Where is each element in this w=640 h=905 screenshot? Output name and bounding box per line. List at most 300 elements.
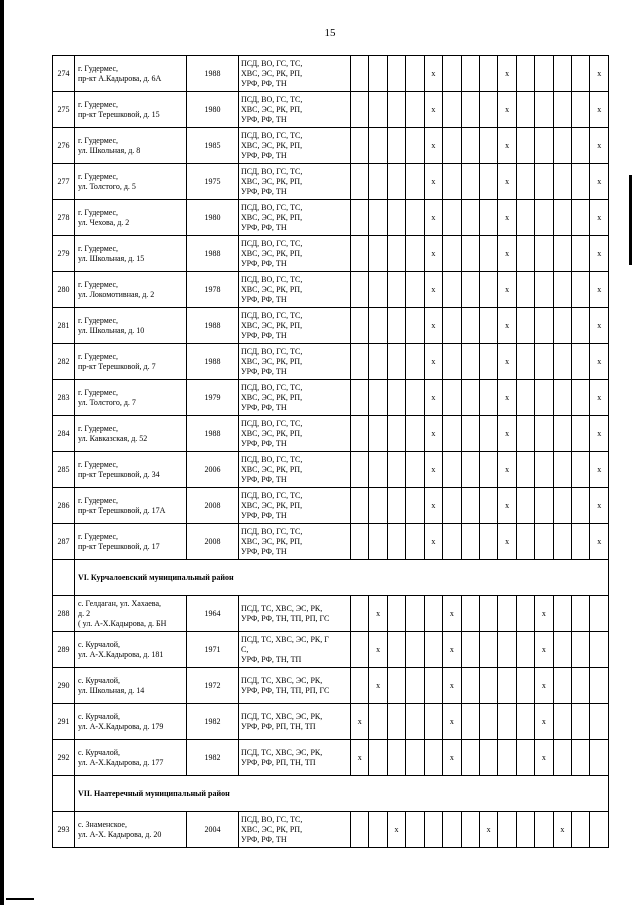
section-header-title: VI. Курчалоевский муниципальный район <box>75 560 609 596</box>
mark-cell-checked: x <box>590 236 608 272</box>
mark-cell-empty <box>406 272 424 308</box>
address-line: г. Гудермес, <box>78 171 119 181</box>
mark-cell-checked: x <box>590 452 608 488</box>
systems-line: ПСД, ВО, ГС, ТС, <box>241 238 303 248</box>
address-cell <box>75 272 187 308</box>
mark-cell-empty <box>461 236 479 272</box>
mark-cell-empty <box>351 452 369 488</box>
systems-cell <box>239 668 351 704</box>
mark-cell-empty <box>553 488 571 524</box>
mark-cell-checked: x <box>498 200 516 236</box>
mark-cell-empty <box>461 812 479 848</box>
systems-line: ПСД, ВО, ГС, ТС, <box>241 166 303 176</box>
mark-cell-checked: x <box>479 812 497 848</box>
address-cell <box>75 380 187 416</box>
table-row <box>53 236 609 272</box>
mark-cell-empty <box>479 632 497 668</box>
year-cell: 2008 <box>187 488 239 524</box>
mark-cell-empty <box>479 200 497 236</box>
address-cell <box>75 632 187 668</box>
address-line: с. Гелдаган, ул. Хахаева, <box>78 598 162 608</box>
address-line: ул. А-Х.Кадырова, д. 179 <box>78 721 164 731</box>
systems-line: ПСД, ВО, ГС, ТС, <box>241 490 303 500</box>
mark-cell-empty <box>351 344 369 380</box>
mark-cell-empty <box>351 632 369 668</box>
table-row <box>53 272 609 308</box>
mark-cell-empty <box>406 632 424 668</box>
row-number: 293 <box>53 812 75 848</box>
year-cell: 1978 <box>187 272 239 308</box>
address-line: ул. Локомотивная, д. 2 <box>78 289 155 299</box>
row-number: 290 <box>53 668 75 704</box>
mark-cell-empty <box>443 380 461 416</box>
mark-cell-checked: x <box>387 812 405 848</box>
table-row <box>53 488 609 524</box>
mark-cell-empty <box>479 488 497 524</box>
mark-cell-checked: x <box>498 452 516 488</box>
mark-cell-empty <box>443 452 461 488</box>
mark-cell-checked: x <box>553 812 571 848</box>
mark-cell-empty <box>387 272 405 308</box>
mark-cell-empty <box>461 488 479 524</box>
mark-cell-checked: x <box>590 56 608 92</box>
mark-cell-empty <box>516 740 534 776</box>
systems-line: УРФ, РФ, ТН <box>241 834 287 844</box>
mark-cell-empty <box>498 668 516 704</box>
mark-cell-empty <box>369 344 387 380</box>
section-header-title: VII. Наатеречный муниципальный район <box>75 776 609 812</box>
systems-line: С, <box>241 644 249 654</box>
address-line: пр-кт Терешковой, д. 17 <box>78 541 160 551</box>
table-row <box>53 128 609 164</box>
row-number: 279 <box>53 236 75 272</box>
mark-cell-empty <box>553 128 571 164</box>
row-number: 292 <box>53 740 75 776</box>
mark-cell-empty <box>461 524 479 560</box>
mark-cell-empty <box>479 596 497 632</box>
mark-cell-empty <box>406 704 424 740</box>
table-row <box>53 380 609 416</box>
mark-cell-checked: x <box>535 668 553 704</box>
mark-cell-empty <box>351 812 369 848</box>
systems-line: ПСД, ВО, ГС, ТС, <box>241 94 303 104</box>
mark-cell-checked: x <box>424 452 442 488</box>
mark-cell-empty <box>535 236 553 272</box>
mark-cell-empty <box>535 164 553 200</box>
mark-cell-empty <box>498 704 516 740</box>
scan-edge-right <box>629 175 632 265</box>
mark-cell-empty <box>387 488 405 524</box>
mark-cell-empty <box>351 380 369 416</box>
mark-cell-empty <box>535 272 553 308</box>
mark-cell-empty <box>498 740 516 776</box>
mark-cell-empty <box>572 632 590 668</box>
systems-cell <box>239 236 351 272</box>
mark-cell-empty <box>369 92 387 128</box>
mark-cell-checked: x <box>498 416 516 452</box>
systems-line: ХВС, ЭС, РК, РП, <box>241 428 303 438</box>
mark-cell-checked: x <box>424 488 442 524</box>
mark-cell-empty <box>387 164 405 200</box>
mark-cell-empty <box>406 524 424 560</box>
address-line: ул. Школьная, д. 14 <box>78 685 145 695</box>
systems-cell <box>239 200 351 236</box>
systems-line: ХВС, ЭС, РК, РП, <box>241 392 303 402</box>
systems-cell <box>239 416 351 452</box>
address-line: г. Гудермес, <box>78 135 119 145</box>
mark-cell-empty <box>553 308 571 344</box>
address-line: г. Гудермес, <box>78 351 119 361</box>
address-cell <box>75 668 187 704</box>
mark-cell-checked: x <box>590 524 608 560</box>
mark-cell-checked: x <box>498 236 516 272</box>
mark-cell-checked: x <box>590 416 608 452</box>
mark-cell-empty <box>479 740 497 776</box>
mark-cell-empty <box>572 56 590 92</box>
mark-cell-checked: x <box>351 704 369 740</box>
systems-line: ПСД, ВО, ГС, ТС, <box>241 454 303 464</box>
systems-line: ХВС, ЭС, РК, РП, <box>241 212 303 222</box>
systems-line: ХВС, ЭС, РК, РП, <box>241 140 303 150</box>
table-row <box>53 704 609 740</box>
mark-cell-checked: x <box>369 596 387 632</box>
systems-line: УРФ, РФ, ТН <box>241 474 287 484</box>
mark-cell-checked: x <box>424 236 442 272</box>
systems-line: ПСД, ВО, ГС, ТС, <box>241 346 303 356</box>
systems-line: ХВС, ЭС, РК, РП, <box>241 320 303 330</box>
mark-cell-checked: x <box>424 380 442 416</box>
mark-cell-empty <box>369 272 387 308</box>
mark-cell-empty <box>516 488 534 524</box>
mark-cell-empty <box>406 452 424 488</box>
address-cell <box>75 128 187 164</box>
year-cell: 2006 <box>187 452 239 488</box>
systems-line: УРФ, РФ, РП, ТН, ТП <box>241 757 316 767</box>
mark-cell-empty <box>387 596 405 632</box>
address-line: г. Гудермес, <box>78 315 119 325</box>
address-line: ул. Толстого, д. 5 <box>78 181 136 191</box>
address-line: г. Гудермес, <box>78 207 119 217</box>
row-number: 278 <box>53 200 75 236</box>
year-cell: 1971 <box>187 632 239 668</box>
mark-cell-empty <box>479 704 497 740</box>
mark-cell-empty <box>461 272 479 308</box>
table-row <box>53 668 609 704</box>
mark-cell-empty <box>553 380 571 416</box>
mark-cell-empty <box>553 200 571 236</box>
address-cell <box>75 344 187 380</box>
systems-line: УРФ, РФ, ТН <box>241 510 287 520</box>
mark-cell-empty <box>351 200 369 236</box>
address-line: с. Знаменское, <box>78 819 127 829</box>
mark-cell-empty <box>424 740 442 776</box>
mark-cell-empty <box>553 344 571 380</box>
systems-line: ХВС, ЭС, РК, РП, <box>241 356 303 366</box>
address-line: г. Гудермес, <box>78 459 119 469</box>
mark-cell-empty <box>406 128 424 164</box>
mark-cell-empty <box>387 740 405 776</box>
mark-cell-empty <box>461 308 479 344</box>
mark-cell-empty <box>479 164 497 200</box>
mark-cell-empty <box>443 164 461 200</box>
mark-cell-checked: x <box>590 164 608 200</box>
mark-cell-empty <box>387 92 405 128</box>
section-header-row <box>53 776 609 812</box>
mark-cell-empty <box>516 200 534 236</box>
mark-cell-empty <box>406 92 424 128</box>
mark-cell-empty <box>387 236 405 272</box>
year-cell: 1980 <box>187 92 239 128</box>
systems-line: ПСД, ТС, ХВС, ЭС, РК, <box>241 747 323 757</box>
address-line: пр-кт Терешковой, д. 7 <box>78 361 156 371</box>
mark-cell-empty <box>479 128 497 164</box>
address-cell <box>75 812 187 848</box>
mark-cell-empty <box>553 632 571 668</box>
mark-cell-empty <box>443 272 461 308</box>
systems-line: УРФ, РФ, ТН <box>241 258 287 268</box>
systems-line: ПСД, ВО, ГС, ТС, <box>241 526 303 536</box>
mark-cell-empty <box>406 308 424 344</box>
systems-line: УРФ, РФ, ТН <box>241 78 287 88</box>
year-cell: 1988 <box>187 236 239 272</box>
mark-cell-empty <box>406 380 424 416</box>
address-cell <box>75 56 187 92</box>
mark-cell-empty <box>535 452 553 488</box>
mark-cell-empty <box>443 524 461 560</box>
mark-cell-checked: x <box>369 632 387 668</box>
registry-table <box>52 55 609 848</box>
mark-cell-empty <box>461 668 479 704</box>
mark-cell-empty <box>572 524 590 560</box>
mark-cell-empty <box>516 704 534 740</box>
systems-cell <box>239 812 351 848</box>
mark-cell-empty <box>387 308 405 344</box>
mark-cell-empty <box>535 344 553 380</box>
row-number: 288 <box>53 596 75 632</box>
address-line: ул. Чехова, д. 2 <box>78 217 130 227</box>
mark-cell-checked: x <box>498 128 516 164</box>
address-line: ( ул. А-Х.Кадырова, д. БН <box>78 618 167 628</box>
mark-cell-checked: x <box>424 308 442 344</box>
systems-line: ПСД, ТС, ХВС, ЭС, РК, Г <box>241 634 329 644</box>
mark-cell-empty <box>479 380 497 416</box>
mark-cell-empty <box>387 632 405 668</box>
systems-line: УРФ, РФ, ТН, ТП <box>241 654 302 664</box>
row-number: 280 <box>53 272 75 308</box>
mark-cell-empty <box>461 452 479 488</box>
mark-cell-empty <box>553 740 571 776</box>
mark-cell-empty <box>369 452 387 488</box>
address-line: д. 2 <box>78 608 91 618</box>
mark-cell-empty <box>351 164 369 200</box>
systems-line: ХВС, ЭС, РК, РП, <box>241 464 303 474</box>
mark-cell-empty <box>572 416 590 452</box>
mark-cell-empty <box>572 92 590 128</box>
mark-cell-empty <box>443 812 461 848</box>
systems-cell <box>239 596 351 632</box>
mark-cell-empty <box>590 596 608 632</box>
mark-cell-empty <box>590 668 608 704</box>
mark-cell-checked: x <box>498 92 516 128</box>
address-line: с. Курчалой, <box>78 747 121 757</box>
mark-cell-empty <box>461 200 479 236</box>
mark-cell-empty <box>351 92 369 128</box>
mark-cell-empty <box>369 704 387 740</box>
address-line: с. Курчалой, <box>78 711 121 721</box>
systems-cell <box>239 380 351 416</box>
table-row <box>53 200 609 236</box>
table-row <box>53 416 609 452</box>
mark-cell-empty <box>387 56 405 92</box>
address-line: г. Гудермес, <box>78 423 119 433</box>
mark-cell-empty <box>406 596 424 632</box>
table-row <box>53 92 609 128</box>
mark-cell-empty <box>424 596 442 632</box>
mark-cell-empty <box>553 56 571 92</box>
mark-cell-empty <box>406 200 424 236</box>
mark-cell-empty <box>590 704 608 740</box>
mark-cell-checked: x <box>535 596 553 632</box>
mark-cell-empty <box>535 416 553 452</box>
address-cell <box>75 524 187 560</box>
mark-cell-checked: x <box>498 272 516 308</box>
mark-cell-empty <box>516 128 534 164</box>
mark-cell-empty <box>443 236 461 272</box>
mark-cell-empty <box>351 128 369 164</box>
systems-cell <box>239 344 351 380</box>
systems-line: ПСД, ТС, ХВС, ЭС, РК, <box>241 711 323 721</box>
address-line: г. Гудермес, <box>78 63 119 73</box>
mark-cell-empty <box>590 632 608 668</box>
row-number: 274 <box>53 56 75 92</box>
table-row <box>53 344 609 380</box>
address-line: г. Гудермес, <box>78 531 119 541</box>
mark-cell-empty <box>369 740 387 776</box>
scan-mark-bottom <box>6 898 34 900</box>
address-line: ул. Школьная, д. 15 <box>78 253 145 263</box>
mark-cell-empty <box>572 740 590 776</box>
mark-cell-checked: x <box>424 272 442 308</box>
row-number: 289 <box>53 632 75 668</box>
systems-line: ПСД, ВО, ГС, ТС, <box>241 418 303 428</box>
mark-cell-empty <box>553 416 571 452</box>
mark-cell-empty <box>572 128 590 164</box>
systems-cell <box>239 92 351 128</box>
table-row <box>53 632 609 668</box>
year-cell: 1988 <box>187 56 239 92</box>
table-row <box>53 308 609 344</box>
mark-cell-empty <box>387 344 405 380</box>
row-number: 284 <box>53 416 75 452</box>
section-header-num-cell <box>53 560 75 596</box>
mark-cell-empty <box>553 236 571 272</box>
mark-cell-empty <box>369 812 387 848</box>
mark-cell-empty <box>443 488 461 524</box>
mark-cell-empty <box>424 632 442 668</box>
mark-cell-empty <box>516 416 534 452</box>
mark-cell-empty <box>535 308 553 344</box>
mark-cell-empty <box>498 632 516 668</box>
mark-cell-empty <box>479 272 497 308</box>
mark-cell-empty <box>553 164 571 200</box>
year-cell: 1988 <box>187 416 239 452</box>
address-line: г. Гудермес, <box>78 243 119 253</box>
address-line: г. Гудермес, <box>78 387 119 397</box>
mark-cell-empty <box>461 596 479 632</box>
mark-cell-empty <box>479 416 497 452</box>
year-cell: 1980 <box>187 200 239 236</box>
mark-cell-empty <box>406 236 424 272</box>
mark-cell-empty <box>516 524 534 560</box>
mark-cell-empty <box>387 524 405 560</box>
systems-cell <box>239 704 351 740</box>
mark-cell-empty <box>351 668 369 704</box>
mark-cell-empty <box>516 272 534 308</box>
mark-cell-empty <box>387 704 405 740</box>
mark-cell-checked: x <box>443 668 461 704</box>
mark-cell-empty <box>387 416 405 452</box>
row-number: 287 <box>53 524 75 560</box>
year-cell: 1988 <box>187 308 239 344</box>
mark-cell-empty <box>572 380 590 416</box>
mark-cell-empty <box>406 668 424 704</box>
year-cell: 1964 <box>187 596 239 632</box>
year-cell: 1988 <box>187 344 239 380</box>
mark-cell-empty <box>351 488 369 524</box>
mark-cell-empty <box>553 596 571 632</box>
mark-cell-checked: x <box>590 344 608 380</box>
mark-cell-empty <box>516 596 534 632</box>
mark-cell-empty <box>406 344 424 380</box>
mark-cell-empty <box>516 164 534 200</box>
mark-cell-empty <box>572 344 590 380</box>
mark-cell-empty <box>461 92 479 128</box>
systems-cell <box>239 524 351 560</box>
mark-cell-empty <box>498 812 516 848</box>
systems-cell <box>239 488 351 524</box>
mark-cell-empty <box>572 236 590 272</box>
mark-cell-empty <box>479 668 497 704</box>
address-line: г. Гудермес, <box>78 99 119 109</box>
systems-line: УРФ, РФ, ТН <box>241 438 287 448</box>
systems-line: УРФ, РФ, РП, ТН, ТП <box>241 721 316 731</box>
systems-line: ХВС, ЭС, РК, РП, <box>241 500 303 510</box>
systems-line: УРФ, РФ, ТН <box>241 546 287 556</box>
mark-cell-empty <box>443 92 461 128</box>
address-line: г. Гудермес, <box>78 495 119 505</box>
mark-cell-empty <box>406 812 424 848</box>
mark-cell-empty <box>387 380 405 416</box>
mark-cell-empty <box>572 452 590 488</box>
systems-line: ХВС, ЭС, РК, РП, <box>241 104 303 114</box>
mark-cell-empty <box>572 272 590 308</box>
systems-cell <box>239 632 351 668</box>
section-header-row <box>53 560 609 596</box>
systems-cell <box>239 740 351 776</box>
page-number: 15 <box>324 27 336 39</box>
mark-cell-empty <box>516 632 534 668</box>
systems-line: УРФ, РФ, ТН, ТП, РП, ГС <box>241 685 330 695</box>
scan-edge-left <box>0 0 4 905</box>
mark-cell-empty <box>535 812 553 848</box>
mark-cell-empty <box>479 56 497 92</box>
mark-cell-empty <box>369 200 387 236</box>
mark-cell-empty <box>387 452 405 488</box>
mark-cell-empty <box>369 164 387 200</box>
mark-cell-empty <box>590 740 608 776</box>
systems-cell <box>239 56 351 92</box>
systems-cell <box>239 272 351 308</box>
